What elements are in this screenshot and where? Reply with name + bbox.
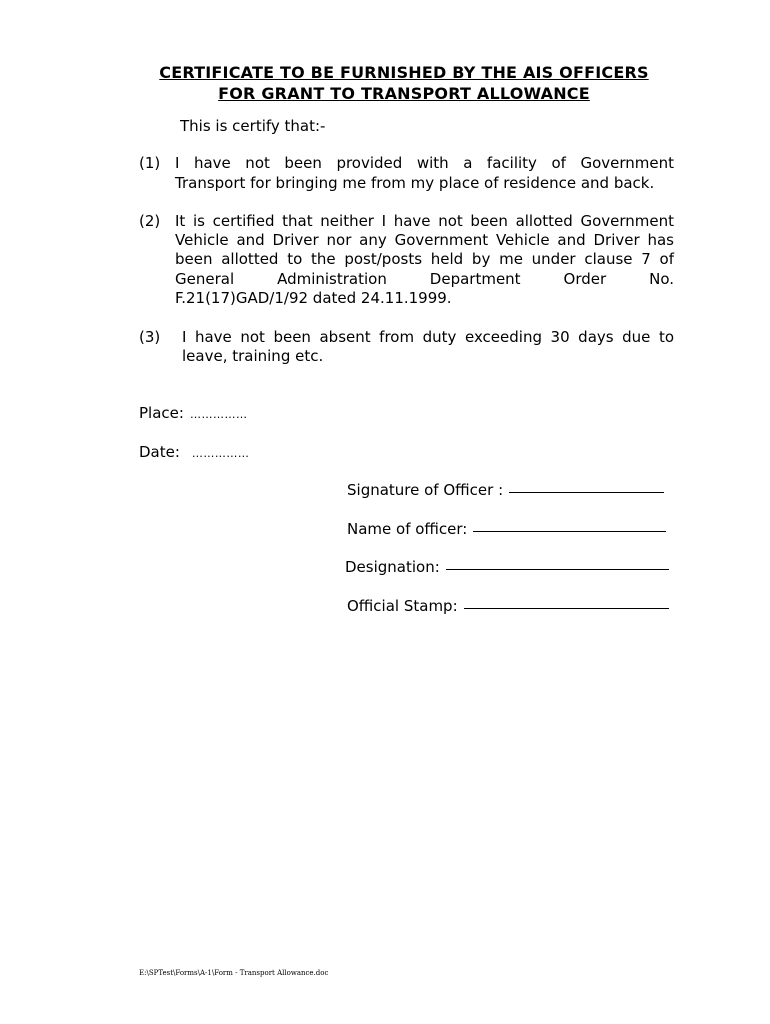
- signature-field: [347, 481, 664, 499]
- item-1-number: (1): [139, 154, 161, 172]
- name-field: [347, 520, 666, 538]
- date-dots[interactable]: ……………: [191, 447, 250, 460]
- stamp-line[interactable]: [464, 607, 669, 609]
- place-label: Place:: [139, 404, 184, 422]
- signature-line[interactable]: [509, 491, 664, 493]
- place-field: [139, 404, 247, 422]
- document-title-line-2: FOR GRANT TO TRANSPORT ALLOWANCE: [218, 84, 590, 103]
- designation-field: [345, 558, 669, 576]
- designation-label: Designation:: [345, 558, 440, 576]
- intro-text: This is certify that:-: [180, 117, 326, 135]
- item-1-line-1: I have not been provided with a facility of Government: [175, 154, 674, 172]
- item-3-number: (3): [139, 328, 161, 346]
- signature-label: Signature of Officer :: [347, 481, 504, 499]
- item-2-line-3: been allotted to the post/posts held by me under clause 7 of: [175, 250, 674, 268]
- item-2-line-4: General Administration Department Order No.: [175, 270, 674, 288]
- item-3-line-1: I have not been absent from duty exceeding 30 days due to: [182, 328, 674, 346]
- item-3-line-2: leave, training etc.: [182, 347, 324, 365]
- name-line[interactable]: [473, 530, 666, 532]
- designation-line[interactable]: [446, 568, 669, 570]
- footer-file-path: E:\SPTest\Forms\A-1\Form - Transport Allowance.doc: [139, 969, 329, 977]
- item-2-line-1: It is certified that neither I have not been allotted Government: [175, 212, 674, 230]
- item-2-number: (2): [139, 212, 161, 230]
- stamp-field: [347, 597, 669, 615]
- name-label: Name of officer:: [347, 520, 468, 538]
- item-2-line-2: Vehicle and Driver nor any Government Vehicle and Driver has: [175, 231, 674, 249]
- document-title-line-1: CERTIFICATE TO BE FURNISHED BY THE AIS OFFICERS: [159, 63, 649, 82]
- item-2-line-5: F.21(17)GAD/1/92 dated 24.11.1999.: [175, 289, 452, 307]
- date-label: Date:: [139, 443, 180, 461]
- stamp-label: Official Stamp:: [347, 597, 458, 615]
- item-1-line-2: Transport for bringing me from my place of residence and back.: [175, 174, 655, 192]
- date-field: [139, 443, 249, 461]
- place-dots[interactable]: ……………: [189, 408, 248, 421]
